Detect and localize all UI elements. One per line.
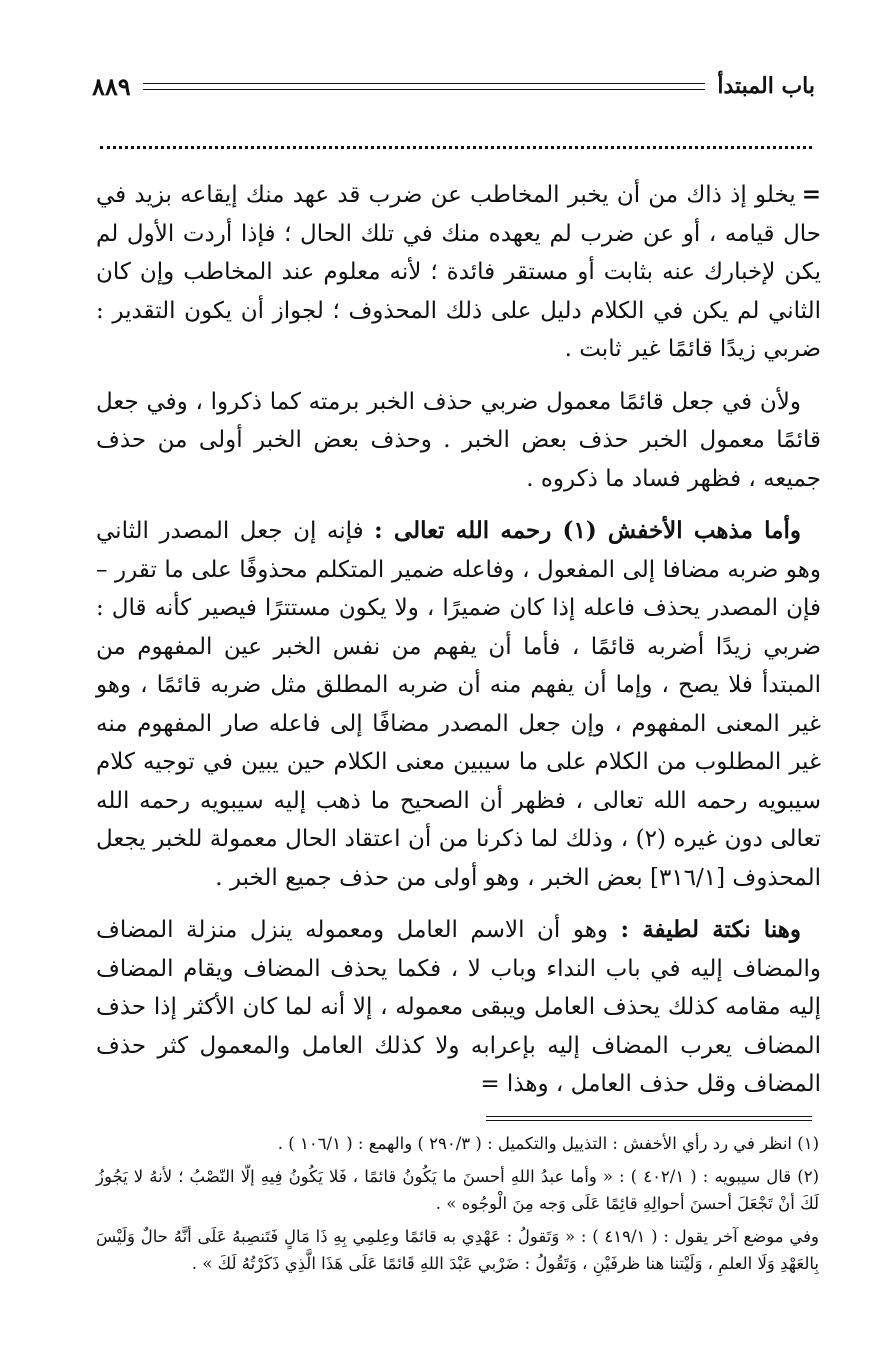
footnote-1: (١) انظر في رد رأي الأخفش : التذييل والتكميل : ( ٢٩٠/٣ ) والهمع : ( ١٠٦/١ ) . xyxy=(277,1134,819,1153)
paragraph-1 xyxy=(96,176,821,369)
paragraph-text: وهو أن الاسم العامل ومعموله ينزل منزلة المضاف والمضاف إليه في باب النداء وباب لا ، فكما يحذف المضاف ويقام المضاف إليه مقامه كذلك يحذف العامل ويبقى معموله ، إلا أنه لما كان الأكثر إذا حذف المضاف يعرب المضاف إليه بإعرابه ولا كذلك العامل والمعمول كثر حذف المضاف وقل حذف العامل ، وهذا = xyxy=(96,917,821,1097)
footnote-separator xyxy=(486,1116,812,1121)
continuation-mark: = xyxy=(801,181,821,208)
paragraph-4 xyxy=(96,911,821,1104)
main-text xyxy=(96,176,821,1118)
dotted-separator xyxy=(100,146,812,149)
paragraph-text: يخلو إذ ذاك من أن يخبر المخاطب عن ضرب قد عهد منك إيقاعه بزيد في حال قيامه ، أو عن ضرب لم يعهده منك في تلك الحال ؛ فإذا أردت الأول لم يكن لإخبارك عنه بثابت أو مستقر فائدة ؛ لأنه معلوم عند المخاطب وإن كان الثاني لم يكن في الكلام دليل على ذلك المحذوف ؛ لجواز أن يكون التقدير : ضربي زيدًا قائمًا غير ثابت . xyxy=(96,182,821,362)
page-number: ٨٨٩ xyxy=(92,71,131,101)
paragraph-text: فإنه إن جعل المصدر الثاني وهو ضربه مضافا إلى المفعول ، وفاعله ضمير المتكلم محذوفًا على ما تقرر – فإن المصدر يحذف فاعله إذا كان ضميرًا ، ولا يكون مستترًا فيصير كأنه قال : ضربي زيدًا أضربه قائمًا ، فأما أن يفهم من نفس الخبر عين المفهوم من المبتدأ فلا يصح ، وإما أن يفهم منه أن ضربه المطلق مثل ضربه قائمًا ، وهو غير المعنى المفهوم ، وإن جعل المصدر مضافًا إلى فاعله صار المفهوم منه غير المطلوب من الكلام على ما سيبين معنى الكلام حين يبين في توجيه كلام سيبويه رحمه الله تعالى ، فظهر أن الصحيح ما ذهب إليه سيبويه رحمه الله تعالى دون غيره (٢) ، وذلك لما ذكرنا من أن اعتقاد الحال معمولة للخبر يجعل المحذوف [٣١٦/١] بعض الخبر ، وهو أولى من حذف جميع الخبر . xyxy=(96,518,821,891)
header-rule xyxy=(143,83,706,90)
running-header xyxy=(92,64,815,108)
footnote-2: (٢) قال سيبويه : ( ٤٠٢/١ ) : « وأما عبدُ اللهِ أحسنَ ما يَكُونُ قائمًا ، فَلا يَكُونُ فِيهِ إلّا النّصْبُ ؛ لأنهُ لا يَجُوزُ لَكَ أنْ تَجْعَلَ أحسنَ أحوالِهِ قائِمًا عَلَى وَجه مِنَ الْوجُوه » . xyxy=(96,1167,819,1213)
chapter-title: باب المبتدأ xyxy=(717,73,815,99)
footnotes xyxy=(96,1130,819,1283)
paragraph-lead: وأما مذهب الأخفش (١) رحمه الله تعالى : xyxy=(374,517,801,544)
paragraph-3 xyxy=(96,512,821,897)
paragraph-lead: وهنا نكتة لطيفة : xyxy=(620,916,801,943)
paragraph-text: ولأن في جعل قائمًا معمول ضربي حذف الخبر برمته كما ذكروا ، وفي جعل قائمًا معمول الخبر حذف بعض الخبر . وحذف بعض الخبر أولى من حذف جميعه ، فظهر فساد ما ذكروه . xyxy=(96,388,821,492)
paragraph-2 xyxy=(96,383,821,499)
footnote-2-continued: وفي موضع آخر يقول : ( ٤١٩/١ ) : « وَتَقولُ : عَهْدِي به قائمًا وعِلمِي بِهِ ذَا مَالٍ فَتَنصِبهُ عَلَى أنَّهُ حالٌ وَلَيْسَ بِالعَهْدِ وَلَا العلمِ ، وَلَيْتنا هنا ظرفَيْنِ ، وَتَقُولُ : ضَرْبي عَبْدَ اللهِ قَائمًا عَلَى هَذَا الَّذِي ذَكَرْتُهُ لَكَ » . xyxy=(96,1227,819,1273)
